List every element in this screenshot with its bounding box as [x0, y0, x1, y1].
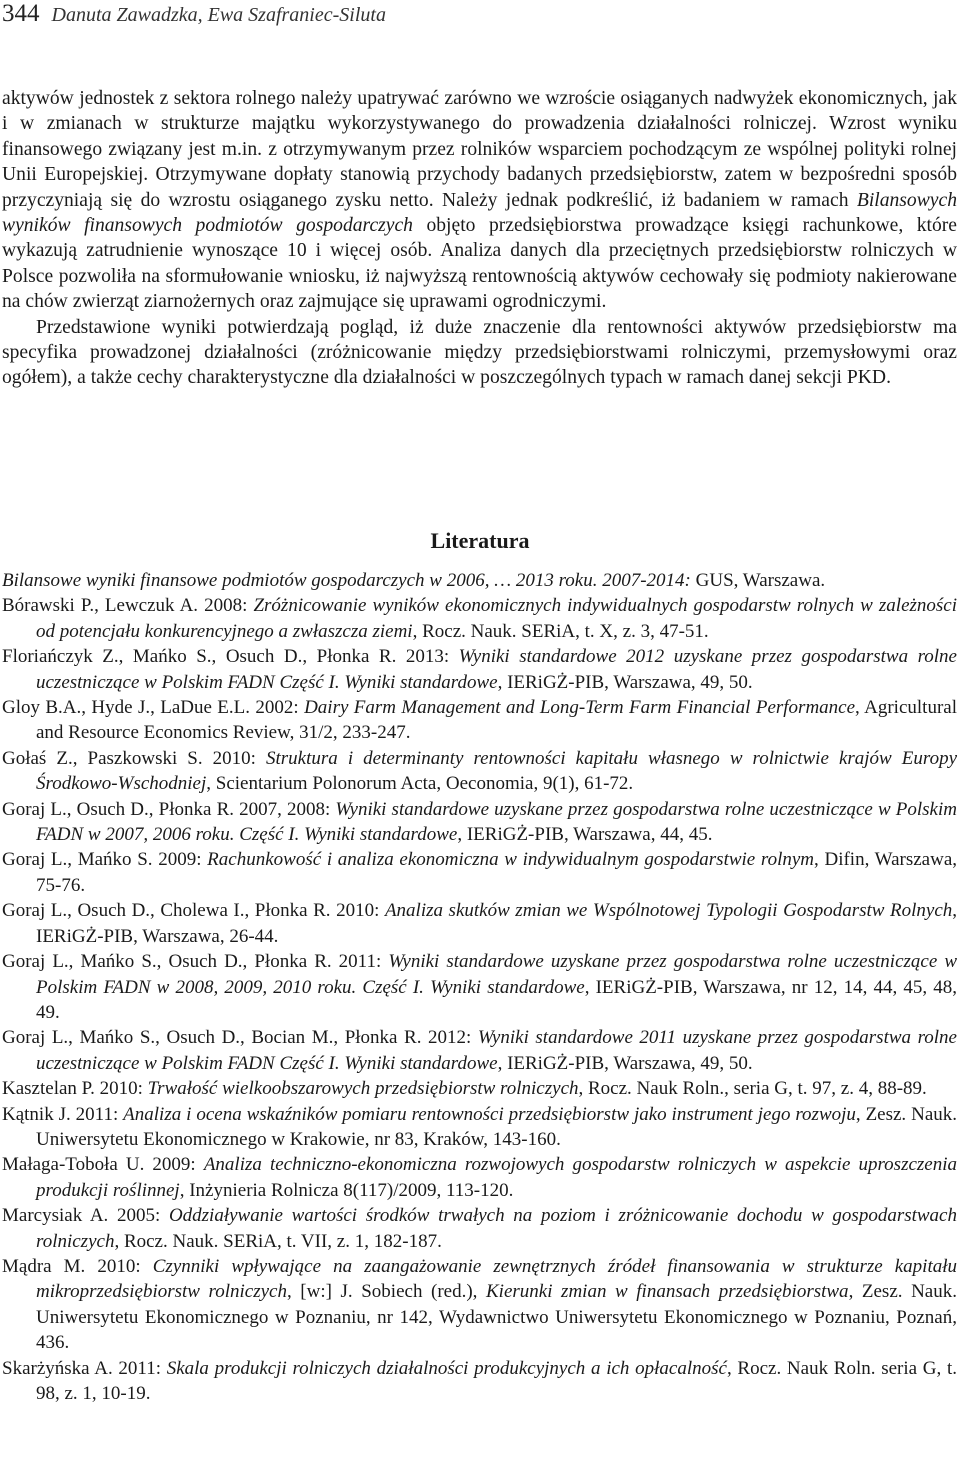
paragraph-text: objęto przedsiębiorstwa prowadzące księgi rachunkowe, które wykazują zatrudnienie wynoszące 10 i więcej osób. Analiza danych dla przeciętnych przedsiębiorstw rolniczych w Polsce pozwoliła na sformułowanie wniosku, iż najwyższą rentownością aktywów cechowały się podmioty nakierowane na chów zwierząt ziarnożernych oraz zajmujące się uprawami ogrodniczymi. — [2, 215, 957, 313]
reference-item: Floriańczyk Z., Mańko S., Osuch D., Płonka R. 2013: Wyniki standardowe 2012 uzyskane przez gospodarstwa rolne uczestniczące w Polskim FADN Część I. Wyniki standardowe, IERiGŻ-PIB, Warszawa, 49, 50. — [2, 646, 957, 693]
reference-item: Bilansowe wyniki finansowe podmiotów gospodarczych w 2006, … 2013 roku. 2007-2014: GUS, Warszawa. — [2, 570, 826, 591]
reference-item: Małaga-Toboła U. 2009: Analiza techniczno-ekonomiczna rozwojowych gospodarstw rolniczych w aspekcie uproszczenia produkcji roślinnej, Inżynieria Rolnicza 8(117)/2009, 113-120. — [2, 1154, 957, 1201]
running-header — [2, 0, 386, 34]
reference-item: Kasztelan P. 2010: Trwałość wielkoobszarowych przedsiębiorstw rolniczych, Rocz. Nauk Roln., seria G, t. 97, z. 4, 88-89. — [2, 1078, 927, 1100]
reference-item: Gołaś Z., Paszkowski S. 2010: Struktura i determinanty rentowności kapitału własnego w rolnictwie krajów Europy Środkowo-Wschodniej, Scientarium Polonorum Acta, Oeconomia, 9(1), 61-72. — [2, 747, 958, 795]
reference-item: Mądra M. 2010: Czynniki wpływające na zaangażowanie zewnętrznych źródeł finansowania w strukturze kapitału mikroprzedsiębiorstw rolniczych, [w:] J. Sobiech (red.), Kierunki zmian w finansach przedsiębiorstwa, Zesz. Nauk. Uniwersytetu Ekonomicznego w Poznaniu, nr 142, Wydawnictwo Uniwersytetu Ekonomicznego w Poznaniu, Poznań, 436. — [2, 1255, 958, 1354]
reference-item: Goraj L., Mańko S., Osuch D., Bocian M., Płonka R. 2012: Wyniki standardowe 2011 uzyskane przez gospodarstwa rolne uczestniczące w Polskim FADN Część I. Wyniki standardowe, IERiGŻ-PIB, Warszawa, 49, 50. — [2, 1027, 957, 1074]
reference-item: Goraj L., Osuch D., Cholewa I., Płonka R. 2010: Analiza skutków zmian we Wspólnotowej Typologii Gospodarstw Rolnych, IERiGŻ-PIB, Warszawa, 26-44. — [2, 900, 958, 947]
reference-item: Skarżyńska A. 2011: Skala produkcji rolniczych działalności produkcyjnych a ich opłacalność, Rocz. Nauk Roln. seria G, t. 98, z. 1, 10-19. — [2, 1357, 957, 1404]
reference-item: Goraj L., Mańko S. 2009: Rachunkowość i analiza ekonomiczna w indywidualnym gospodarstwie rolnym, Difin, Warszawa, 75-76. — [2, 849, 957, 896]
paragraph-italic-title: Bilansowych wyników finansowych podmiotów gospodarczych — [2, 189, 957, 237]
reference-item: Goraj L., Osuch D., Płonka R. 2007, 2008: Wyniki standardowe uzyskane przez gospodarstwa rolne uczestniczące w Polskim FADN w 2007, 2006 roku. Część I. Wyniki standardowe, IERiGŻ-PIB, Warszawa, 44, 45. — [2, 798, 957, 846]
reference-item: Kątnik J. 2011: Analiza i ocena wskaźników pomiaru rentowności przedsiębiorstw jako instrument jego rozwoju, Zesz. Nauk. Uniwersytetu Ekonomicznego w Krakowie, nr 83, Kraków, 143-160. — [2, 1103, 957, 1150]
reference-item: Bórawski P., Lewczuk A. 2008: Zróżnicowanie wyników ekonomicznych indywidualnych gospodarstw rolnych w zależności od potencjału konkurencyjnego a zwłaszcza ziemi, Rocz. Nauk. SERiA, t. X, z. 3, 47-51. — [2, 595, 957, 642]
body-text — [2, 86, 957, 391]
paragraph-text: aktywów jednostek z sektora rolnego należy upatrywać zarówno we wzroście osiąganych nadwyżek ekonomicznych, jak i w zmianach w strukturze majątku wykorzystywanego do prowadzenia działalności rolniczej. Wzrost wyniku finansowego związany jest m.in. z otrzymywanym przez rolników wsparciem pochodzącym ze wspólnej polityki rolnej Unii Europejskiej. Otrzymywane dopłaty stanowią przychody badanych przedsiębiorstw, zatem w bezpośredni sposób przyczyniają się do wzrostu osiąganego zysku netto. Należy jednak podkreślić, iż badaniem w ramach — [2, 88, 957, 211]
reference-item: Goraj L., Mańko S., Osuch D., Płonka R. 2011: Wyniki standardowe uzyskane przez gospodarstwa rolne uczestniczące w Polskim FADN w 2008, 2009, 2010 roku. Część I. Wyniki standardowe, IERiGŻ-PIB, Warszawa, nr 12, 14, 44, 45, 48, 49. — [2, 951, 957, 1023]
paragraph — [2, 86, 957, 315]
section-title: Literatura — [430, 528, 530, 553]
paragraph: Przedstawione wyniki potwierdzają pogląd, iż duże znaczenie dla rentowności aktywów przedsiębiorstw ma specyfika prowadzonej działalności (zróżnicowanie między przedsiębiorstwami rolniczymi, przemysłowymi oraz ogółem), a także cechy charakterystyczne dla działalności w poszczególnych typach w ramach danej sekcji PKD. — [2, 316, 957, 389]
reference-list — [2, 568, 957, 1406]
running-header-authors: Danuta Zawadzka, Ewa Szafraniec-Siluta — [51, 4, 386, 26]
reference-item: Gloy B.A., Hyde J., LaDue E.L. 2002: Dairy Farm Management and Long-Term Farm Financial Performance, Agricultural and Resource Economics Review, 31/2, 233-247. — [2, 697, 957, 744]
page-number: 344 — [2, 0, 40, 27]
reference-item: Marcysiak A. 2005: Oddziaływanie wartości środków trwałych na poziom i zróżnicowanie dochodu w gospodarstwach rolniczych, Rocz. Nauk. SERiA, t. VII, z. 1, 182-187. — [2, 1205, 957, 1252]
